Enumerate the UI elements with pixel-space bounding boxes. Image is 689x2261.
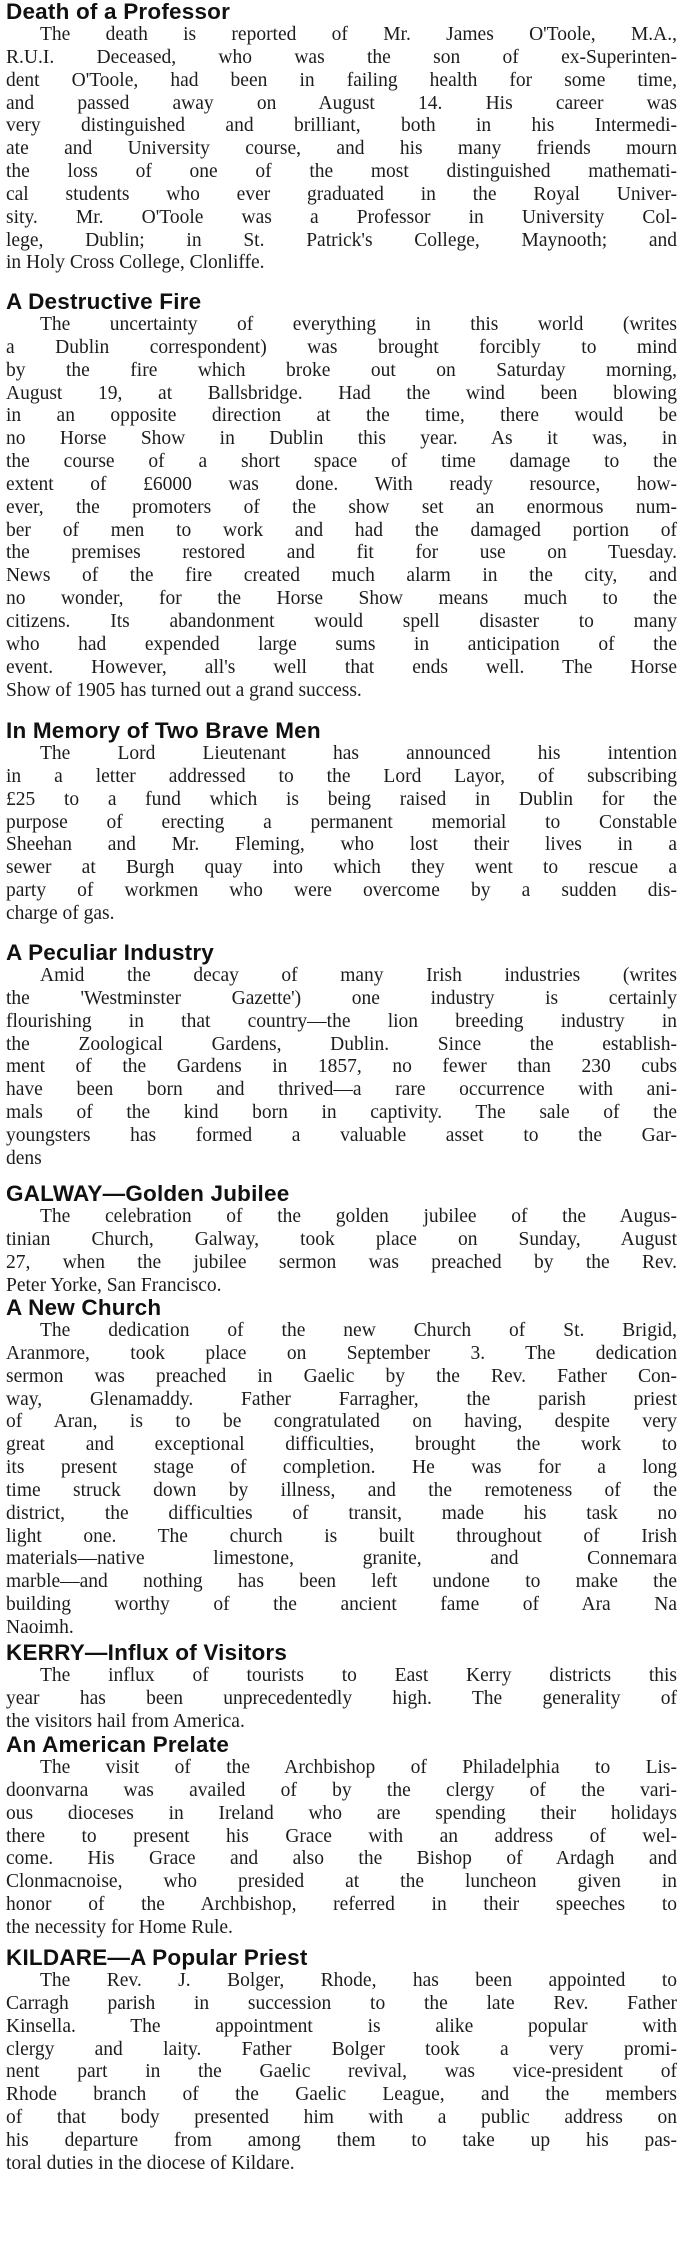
article-line: The dedication of the new Church of St. Brigid, [40, 1320, 677, 1341]
article-line: sity. Mr. O'Toole was a Professor in University Col- [6, 206, 677, 228]
article-line: dent O'Toole, had been in failing health for some time, [6, 69, 677, 91]
article-line: dens [6, 1147, 42, 1169]
article-line: citizens. Its abandonment would spell disaster to many [6, 610, 677, 632]
article-line: very distinguished and brilliant, both in his Intermedi- [6, 115, 677, 137]
article-body [6, 743, 677, 926]
article-line: ber of men to work and had the damaged portion of [6, 519, 677, 541]
article-headline: An American Prelate [6, 1732, 230, 1757]
article-galway-golden-jubilee [6, 1182, 677, 1297]
article-line: of that body presented him with a public address on [6, 2107, 677, 2129]
article-line: district, the difficulties of transit, made his task no [6, 1502, 677, 1524]
article-line: charge of gas. [6, 902, 115, 924]
article-line: the course of a short space of time damage to the [6, 451, 677, 473]
article-line: The death is reported of Mr. James O'Toole, M.A., [40, 24, 677, 45]
article-body [6, 24, 677, 275]
article-line: Aranmore, took place on September 3. The dedication [6, 1342, 677, 1364]
article-line: no wonder, for the Horse Show means much to the [6, 588, 677, 610]
article-line: and passed away on August 14. His career was [6, 92, 677, 114]
article-line: doonvarna was availed of by the clergy of the vari- [6, 1779, 677, 1801]
article-headline: In Memory of Two Brave Men [6, 718, 321, 743]
article-headline: A New Church [6, 1295, 162, 1320]
article-line: purpose of erecting a permanent memorial to Constable [6, 811, 677, 833]
article-line: Kinsella. The appointment is alike popular with [6, 2015, 677, 2037]
article-line: Naoimh. [6, 1616, 74, 1638]
article-line: the necessity for Home Rule. [6, 1916, 233, 1938]
article-body [6, 1665, 677, 1734]
article-line: its present stage of completion. He was for a long [6, 1457, 677, 1479]
article-line: the Zoological Gardens, Dublin. Since the establish- [6, 1033, 677, 1055]
article-line: the 'Westminster Gazette') one industry is certainly [6, 987, 677, 1009]
article-line: The influx of tourists to East Kerry districts this [40, 1665, 677, 1686]
article-line: time struck down by illness, and the remoteness of the [6, 1479, 677, 1501]
article-headline: A Destructive Fire [6, 289, 202, 314]
article-line: ment of the Gardens in 1857, no fewer than 230 cubs [6, 1056, 677, 1078]
article-body [6, 1970, 677, 2176]
article-line: party of workmen who were overcome by a sudden dis- [6, 880, 677, 902]
article-line: in Holy Cross College, Clonliffe. [6, 252, 265, 274]
article-line: ous dioceses in Ireland who are spending their holidays [6, 1802, 677, 1824]
article-line: year has been unprecedentedly high. The generality of [6, 1687, 677, 1709]
article-line: sewer at Burgh quay into which they went to rescue a [6, 857, 677, 879]
article-line: Clonmacnoise, who presided at the luncheon given in [6, 1871, 677, 1893]
article-line: ate and University course, and his many friends mourn [6, 138, 677, 160]
article-line: 27, when the jubilee sermon was preached by the Rev. [6, 1251, 677, 1273]
article-kerry-influx-of-visitors [6, 1641, 677, 1734]
article-line: nent part in the Gaelic revival, was vice-president of [6, 2061, 677, 2083]
article-line: marble—and nothing has been left undone to make the [6, 1571, 677, 1593]
article-a-peculiar-industry [6, 941, 677, 1171]
article-a-destructive-fire [6, 290, 677, 702]
article-line: mals of the kind born in captivity. The sale of the [6, 1102, 677, 1124]
article-line: great and exceptional difficulties, brought the work to [6, 1434, 677, 1456]
article-body [6, 1206, 677, 1297]
article-headline: A Peculiar Industry [6, 940, 215, 965]
article-line: by the fire which broke out on Saturday morning, [6, 359, 677, 381]
article-line: the loss of one of the most distinguished mathemati- [6, 161, 677, 183]
article-line: toral duties in the diocese of Kildare. [6, 2152, 295, 2174]
article-line: The visit of the Archbishop of Philadelphia to Lis- [40, 1757, 677, 1778]
article-line: flourishing in that country—the lion breeding industry in [6, 1010, 677, 1032]
article-line: honor of the Archbishop, referred in their speeches to [6, 1894, 677, 1916]
article-in-memory-of-two-brave-men [6, 719, 677, 926]
article-a-new-church [6, 1296, 677, 1640]
article-line: The uncertainty of everything in this world (writes [40, 314, 677, 335]
article-body [6, 1320, 677, 1640]
article-line: sermon was preached in Gaelic by the Rev. Father Con- [6, 1365, 677, 1387]
article-line: a Dublin correspondent) was brought forcibly to mind [6, 336, 677, 358]
article-line: light one. The church is built throughout of Irish [6, 1525, 677, 1547]
article-line: ever, the promoters of the show set an enormous num- [6, 496, 677, 518]
article-line: of Aran, is to be congratulated on having, despite very [6, 1411, 677, 1433]
article-headline: KERRY—Influx of Visitors [6, 1640, 288, 1665]
article-headline: KILDARE—A Popular Priest [6, 1945, 308, 1970]
article-body [6, 1757, 677, 1940]
article-line: Rhode branch of the Gaelic League, and the members [6, 2084, 677, 2106]
article-line: £25 to a fund which is being raised in Dublin for the [6, 788, 677, 810]
article-line: Show of 1905 has turned out a grand success. [6, 679, 362, 701]
article-line: way, Glenamaddy. Father Farragher, the parish priest [6, 1388, 677, 1410]
article-line: The celebration of the golden jubilee of the Augus- [40, 1206, 677, 1227]
article-line: Carragh parish in succession to the late Rev. Father [6, 1992, 677, 2014]
article-line: The Rev. J. Bolger, Rhode, has been appointed to [40, 1970, 677, 1991]
article-kildare-a-popular-priest [6, 1946, 677, 2176]
article-line: the premises restored and fit for use on Tuesday. [6, 542, 677, 564]
article-line: event. However, all's well that ends well. The Horse [6, 656, 677, 678]
article-line: his departure from among them to take up his pas- [6, 2129, 677, 2151]
article-line: extent of £6000 was done. With ready resource, how- [6, 473, 677, 495]
article-death-of-a-professor [6, 0, 677, 275]
article-line: R.U.I. Deceased, who was the son of ex-Superinten- [6, 46, 677, 68]
article-line: the visitors hail from America. [6, 1710, 245, 1732]
article-headline: GALWAY—Golden Jubilee [6, 1181, 290, 1206]
article-line: Peter Yorke, San Francisco. [6, 1274, 222, 1296]
article-line: cal students who ever graduated in the Royal Univer- [6, 183, 677, 205]
article-line: youngsters has formed a valuable asset to the Gar- [6, 1124, 677, 1146]
article-line: News of the fire created much alarm in the city, and [6, 565, 677, 587]
article-line: there to present his Grace with an address of wel- [6, 1825, 677, 1847]
article-body [6, 965, 677, 1171]
article-line: August 19, at Ballsbridge. Had the wind been blowing [6, 382, 677, 404]
article-headline: Death of a Professor [6, 0, 231, 24]
article-body [6, 314, 677, 702]
article-line: tinian Church, Galway, took place on Sunday, August [6, 1228, 677, 1250]
article-line: no Horse Show in Dublin this year. As it was, in [6, 428, 677, 450]
article-line: materials—native limestone, granite, and Connemara [6, 1548, 677, 1570]
article-line: in an opposite direction at the time, there would be [6, 405, 677, 427]
article-line: The Lord Lieutenant has announced his intention [40, 743, 677, 764]
article-line: who had expended large sums in anticipation of the [6, 633, 677, 655]
article-line: in a letter addressed to the Lord Layor, of subscribing [6, 765, 677, 787]
article-line: clergy and laity. Father Bolger took a very promi- [6, 2038, 677, 2060]
article-an-american-prelate [6, 1733, 677, 1940]
article-line: have been born and thrived—a rare occurrence with ani- [6, 1079, 677, 1101]
article-line: Sheehan and Mr. Fleming, who lost their lives in a [6, 834, 677, 856]
article-line: lege, Dublin; in St. Patrick's College, Maynooth; and [6, 229, 677, 251]
article-line: come. His Grace and also the Bishop of Ardagh and [6, 1848, 677, 1870]
article-line: building worthy of the ancient fame of Ara Na [6, 1594, 677, 1616]
article-line: Amid the decay of many Irish industries (writes [40, 965, 677, 986]
